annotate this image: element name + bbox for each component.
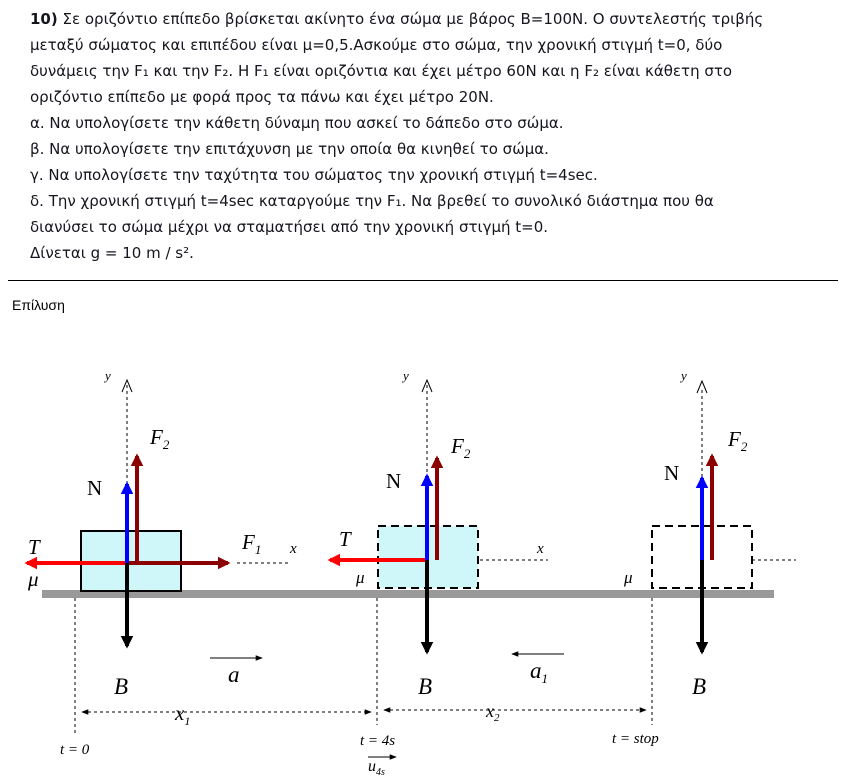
x2-label: $x_2$: [486, 701, 500, 724]
t0-label: t = 0: [60, 742, 90, 758]
normal-label-2: N: [386, 469, 402, 493]
given-g: Δίνεται g = 10 m / s².: [30, 244, 194, 262]
f1-label: $F_1$: [242, 530, 262, 557]
mu-label-3: μ: [624, 568, 633, 587]
normal-label-3: N: [664, 461, 680, 485]
problem-line-4: οριζόντιο επίπεδο με φορά προς τα πάνω και έχει μέτρο 20Ν.: [30, 88, 494, 106]
problem-line-1: 10) Σε οριζόντιο επίπεδο βρίσκεται ακίνητο ένα σώμα με βάρος Β=100Ν. Ο συντελεστής τριβής: [30, 10, 764, 28]
accel-label: a: [228, 662, 240, 687]
friction-label-2: T: [339, 527, 351, 551]
question-b: β. Να υπολογίσετε την επιτάχυνση με την οποία θα κινηθεί το σώμα.: [30, 140, 549, 158]
weight-label-2: B: [418, 674, 433, 699]
velocity-label: $u_{4s}$: [368, 758, 385, 778]
panel-t4: [330, 368, 564, 778]
normal-label-1: N: [87, 476, 103, 500]
question-a: α. Να υπολογίσετε την κάθετη δύναμη που ασκεί το δάπεδο στο σώμα.: [30, 114, 564, 132]
x1-label: $x_1$: [175, 701, 191, 728]
solution-heading: Επίλυση: [12, 297, 65, 313]
weight-label-3: B: [692, 674, 707, 699]
panel-t0: [27, 368, 297, 758]
question-d: δ. Την χρονική στιγμή t=4sec καταργούμε την F₁. Να βρεθεί το συνολικό διάστημα που θα: [30, 192, 714, 210]
problem-line-3: δυνάμεις την F₁ και την F₂. Η F₁ είναι οριζόντια και έχει μέτρο 60Ν και η F₂ είναι κάθετη στο: [30, 62, 733, 80]
decel-label: $a_1$: [530, 658, 548, 686]
mu-label-1: μ: [28, 567, 39, 591]
question-d-cont: διανύσει το σώμα μέχρι να σταματήσει από την χρονική στιγμή t=0.: [30, 218, 549, 236]
y-axis-2-label: y: [403, 368, 409, 383]
distance-markers: [82, 701, 646, 728]
panel-stop: [612, 368, 796, 747]
t4-label: t = 4s: [360, 733, 396, 749]
y-axis-1-label: y: [105, 368, 111, 383]
mu-label-2: μ: [356, 568, 365, 587]
problem-line-2: μεταξύ σώματος και επιπέδου είναι μ=0,5.Ασκούμε στο σώμα, την χρονική στιγμή t=0, δύο: [30, 36, 723, 54]
weight-label-1: B: [114, 674, 129, 699]
friction-label-1: T: [28, 535, 40, 559]
f2-label-1: $F_2$: [150, 425, 170, 452]
tstop-label: t = stop: [612, 731, 659, 747]
x-axis-1-label: x: [290, 541, 297, 557]
problem-number: 10): [30, 10, 58, 28]
question-c: γ. Να υπολογίσετε την ταχύτητα του σώματος την χρονική στιγμή t=4sec.: [30, 166, 598, 184]
x-axis-2-label: x: [537, 541, 544, 557]
y-axis-3-label: y: [681, 368, 687, 383]
f2-label-2: $F_2$: [451, 434, 471, 461]
f2-label-3: $F_2$: [728, 427, 748, 454]
